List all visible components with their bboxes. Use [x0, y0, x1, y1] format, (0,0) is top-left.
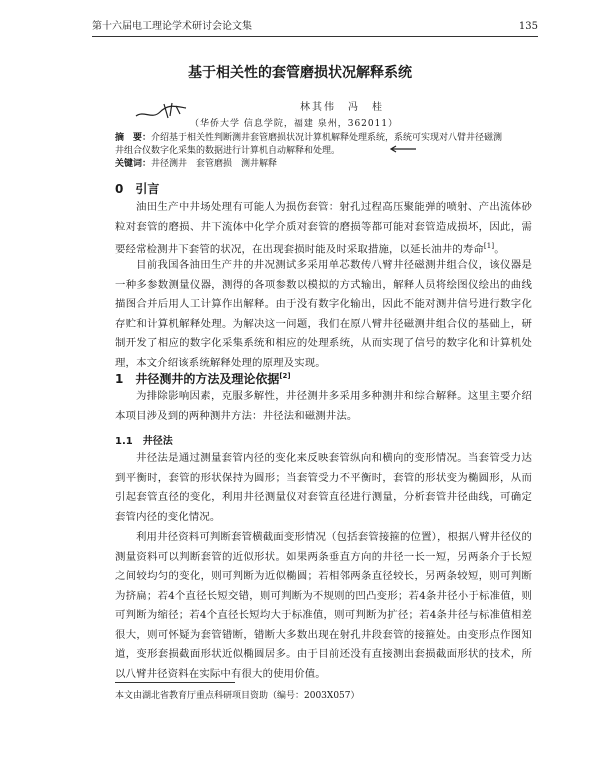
keywords-text: 井径测井 套管磨损 测井解释	[151, 159, 278, 169]
handwritten-arrow-mark	[388, 145, 418, 153]
paper-title: 基于相关性的套管磨损状况解释系统	[188, 65, 412, 81]
intro-paragraph-1: 油田生产中井场处理有可能人为损伤套管：射孔过程高压聚能弹的喷射、产出流体砂粒对套管的磨损、井下流体中化学介质对套管的磨损等都可能对套管造成损坏，因此，需要经常检测井下套管的状况，在出现套损时能及时采取措施，以延长油井的寿命[1]。	[115, 201, 532, 256]
section-heading-method: 1 井径测井的方法及理论依据[2]	[115, 372, 291, 386]
running-header	[92, 20, 538, 37]
citation-2: [2]	[279, 372, 291, 380]
caliper-paragraph-1: 井径法是通过测量套管内径的变化来反映套管纵向和横向的变形情况。当套管受力达到平衡时，套管的形状保持为圆形；当套管受力不平衡时，套管的形状变为椭圆形，从而引起套管直径的变化，利用井径测量仪对套管直径进行测量，分析套管井径曲线，可确定套管内径的变化情况。	[115, 452, 532, 523]
abstract-label: 摘 要：	[115, 133, 152, 143]
caliper-paragraph-2: 利用井径资料可判断套管横截面变形情况（包括套管接箍的位置），根据八臂井径仪的测量资料可以判断套管的近似形状。如果两条垂直方向的井径一长一短，另两条介于长短之间较均匀的变化，则可判断为近似椭圆；若相邻两条直径较长，另两条较短，则可判断为挤扁；若4个直径长短交错，则可判断为不规则的凹凸变形；若4条井径小于标准值，则可判断为缩径；若4个直径长短均大于标准值，则可判断为扩径；若4条井径与标准值相差很大，则可怀疑为套管错断，错断大多数出现在射孔井段套管的接箍处。由变形点作图知道，变形套损截面形状近似椭圆居多。由于目前还没有直接测出套损截面形状的技术，所以八臂井径资料在实际中有很大的使用价值。	[115, 531, 532, 680]
keywords	[115, 158, 505, 171]
paper-authors: 林其伟 冯 桂	[300, 102, 384, 113]
section-heading-introduction: 0 引言	[115, 182, 160, 196]
author-affiliation: （华侨大学 信息学院，福建 泉州，362011）	[190, 119, 399, 129]
footnote: 本文由湖北省教育厅重点科研项目资助（编号：2003X057）	[115, 691, 360, 701]
method-paragraph-1: 为排除影响因素，克服多解性，井径测井多采用多种测井和综合解释。这里主要介绍本项目涉及到的两种测井方法：井径法和磁测井法。	[115, 390, 532, 422]
keywords-label: 关键词：	[115, 159, 152, 169]
footnote-rule	[115, 682, 235, 683]
intro-paragraph-2: 目前我国各油田生产井的井况测试多采用单芯数传八臂井径磁测井组合仪，该仪器是一种多参数测量仪器，测得的各项参数以模拟的方式输出，解释人员将绘图仪绘出的曲线描图合并后用人工计算作出解释。由于没有数字化输出，因此不能对测井信号进行数字化存贮和计算机解释处理。为解决这一问题，我们在原八臂井径磁测井组合仪的基础上，研制开发了相应的数字化采集系统和相应的处理系统，从而实现了信号的数字化和计算机处理，本文介绍该系统解释处理的原理及实现。	[115, 259, 532, 369]
header-proceedings-title: 第十六届电工理论学术研讨会论文集	[92, 21, 252, 32]
abstract-text: 介绍基于相关性判断测井套管磨损状况计算机解释处理系统，系统可实现对八臂井径磁测井组合仪数字化采集的数据进行计算机自动解释和处理。	[115, 133, 503, 156]
handwritten-signature	[134, 100, 190, 124]
citation-1: [1]	[483, 242, 495, 250]
abstract	[115, 132, 505, 158]
subsection-heading-caliper: 1.1 井径法	[115, 436, 173, 447]
page-number: 135	[518, 21, 538, 32]
